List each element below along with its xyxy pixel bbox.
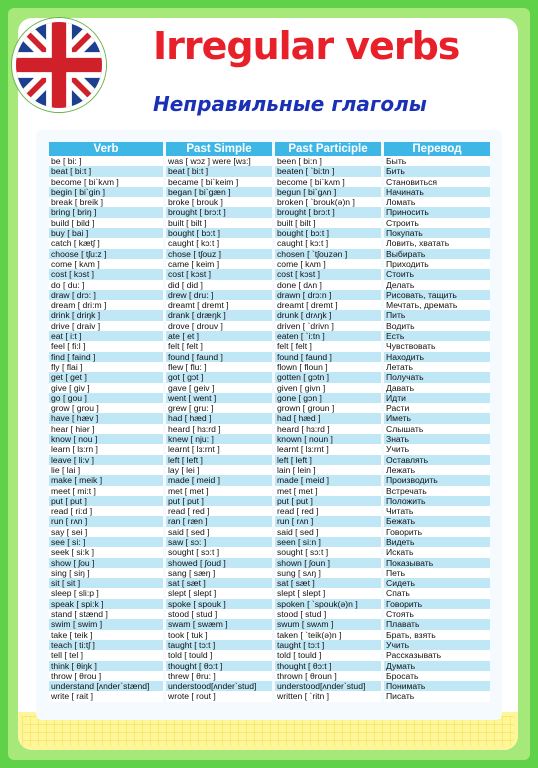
- cell-verb: throw [ θrou ]: [49, 671, 163, 681]
- cell-past-simple: made [ meid ]: [166, 475, 272, 485]
- cell-past-simple: put [ put ]: [166, 496, 272, 506]
- cell-verb: make [ meik ]: [49, 475, 163, 485]
- cell-translation: Начинать: [384, 187, 490, 197]
- cell-past-simple: went [ went ]: [166, 393, 272, 403]
- table-row: [49, 238, 490, 248]
- table-row: [49, 341, 490, 351]
- cell-past-participle: driven [ `drivn ]: [275, 321, 381, 331]
- cell-past-participle: built [ bilt ]: [275, 218, 381, 228]
- cell-translation: Стоять: [384, 609, 490, 619]
- cell-past-participle: been [ bi:n ]: [275, 156, 381, 166]
- cell-past-participle: broken [ `brouk(ə)n ]: [275, 197, 381, 207]
- cell-past-participle: given [ givn ]: [275, 383, 381, 393]
- cell-verb: say [ sei ]: [49, 527, 163, 537]
- table-row: [49, 362, 490, 372]
- cell-past-participle: caught [ kɔ:t ]: [275, 238, 381, 248]
- table-row: [49, 444, 490, 454]
- cell-past-simple: saw [ sɔ: ]: [166, 537, 272, 547]
- table-row: [49, 640, 490, 650]
- cell-verb: find [ faind ]: [49, 352, 163, 362]
- cell-translation: Есть: [384, 331, 490, 341]
- cell-translation: Бросать: [384, 671, 490, 681]
- cell-verb: give [ giv ]: [49, 383, 163, 393]
- cell-translation: Слышать: [384, 424, 490, 434]
- table-row: [49, 558, 490, 568]
- cell-past-simple: lay [ lei ]: [166, 465, 272, 475]
- table-row: [49, 177, 490, 187]
- cell-verb: begin [ bi`gin ]: [49, 187, 163, 197]
- table-row: [49, 486, 490, 496]
- cell-translation: Искать: [384, 547, 490, 557]
- cell-past-simple: drank [ dræŋk ]: [166, 310, 272, 320]
- cell-translation: Рассказывать: [384, 650, 490, 660]
- cell-past-participle: drunk [ drʌŋk ]: [275, 310, 381, 320]
- cell-past-simple: told [ tould ]: [166, 650, 272, 660]
- cell-translation: Выбирать: [384, 249, 490, 259]
- table-row: [49, 496, 490, 506]
- cell-past-simple: drove [ drouv ]: [166, 321, 272, 331]
- table-row: [49, 424, 490, 434]
- table-body: [49, 156, 490, 702]
- cell-past-simple: did [ did ]: [166, 280, 272, 290]
- cell-translation: Строить: [384, 218, 490, 228]
- cell-past-simple: slept [ slept ]: [166, 588, 272, 598]
- cell-verb: draw [ drɔ: ]: [49, 290, 163, 300]
- cell-past-simple: learnt [ lɜ:rnt ]: [166, 444, 272, 454]
- cell-past-participle: lain [ lein ]: [275, 465, 381, 475]
- table-row: [49, 527, 490, 537]
- table-row: [49, 280, 490, 290]
- cell-verb: hear [ hiər ]: [49, 424, 163, 434]
- table-row: [49, 537, 490, 547]
- cell-translation: Спать: [384, 588, 490, 598]
- cell-translation: Водить: [384, 321, 490, 331]
- cell-past-simple: drew [ dru: ]: [166, 290, 272, 300]
- cell-past-simple: had [ hæd ]: [166, 413, 272, 423]
- cell-past-simple: sang [ sæŋ ]: [166, 568, 272, 578]
- cell-verb: become [ bi`kʌm ]: [49, 177, 163, 187]
- table-row: [49, 568, 490, 578]
- cell-verb: choose [ tʃu:z ]: [49, 249, 163, 259]
- cell-past-participle: sought [ sɔ:t ]: [275, 547, 381, 557]
- table-row: [49, 506, 490, 516]
- cell-past-participle: flown [ floun ]: [275, 362, 381, 372]
- table-row: [49, 310, 490, 320]
- cell-verb: see [ si: ]: [49, 537, 163, 547]
- cell-past-simple: taught [ tɔ:t ]: [166, 640, 272, 650]
- cell-translation: Производить: [384, 475, 490, 485]
- table-row: [49, 228, 490, 238]
- cell-past-simple: sat [ sæt ]: [166, 578, 272, 588]
- cell-past-simple: swam [ swæm ]: [166, 619, 272, 629]
- cell-past-participle: put [ put ]: [275, 496, 381, 506]
- page-subtitle: Неправильные глаголы: [153, 92, 427, 116]
- cell-translation: Оставлять: [384, 455, 490, 465]
- cell-past-simple: ran [ ræn ]: [166, 516, 272, 526]
- table-row: [49, 516, 490, 526]
- cell-verb: be [ bi: ]: [49, 156, 163, 166]
- table-row: [49, 578, 490, 588]
- cell-verb: bring [ briŋ ]: [49, 207, 163, 217]
- cell-verb: cost [ kɔst ]: [49, 269, 163, 279]
- table-row: [49, 372, 490, 382]
- cell-verb: fly [ flai ]: [49, 362, 163, 372]
- table-row: [49, 259, 490, 269]
- table-row: [49, 650, 490, 660]
- table-row: [49, 403, 490, 413]
- cell-translation: Говорить: [384, 599, 490, 609]
- cell-past-participle: read [ red ]: [275, 506, 381, 516]
- cell-past-participle: said [ sed ]: [275, 527, 381, 537]
- cell-translation: Петь: [384, 568, 490, 578]
- cell-past-participle: gone [ gɔn ]: [275, 393, 381, 403]
- table-row: [49, 383, 490, 393]
- cell-past-simple: said [ sed ]: [166, 527, 272, 537]
- cell-past-participle: written [ `ritn ]: [275, 691, 381, 701]
- cell-translation: Быть: [384, 156, 490, 166]
- cell-translation: Учить: [384, 640, 490, 650]
- cell-translation: Брать, взять: [384, 630, 490, 640]
- cell-verb: teach [ ti:tʃ ]: [49, 640, 163, 650]
- cell-verb: speak [ spi:k ]: [49, 599, 163, 609]
- table-row: [49, 588, 490, 598]
- cell-past-participle: known [ noun ]: [275, 434, 381, 444]
- table-row: [49, 290, 490, 300]
- cell-past-simple: knew [ nju: ]: [166, 434, 272, 444]
- table-row: [49, 413, 490, 423]
- cell-verb: drink [ driŋk ]: [49, 310, 163, 320]
- cell-verb: seek [ si:k ]: [49, 547, 163, 557]
- cell-translation: Показывать: [384, 558, 490, 568]
- table-row: [49, 269, 490, 279]
- cell-translation: Делать: [384, 280, 490, 290]
- cell-translation: Думать: [384, 661, 490, 671]
- cell-translation: Понимать: [384, 681, 490, 691]
- table-row: [49, 661, 490, 671]
- cell-verb: sit [ sit ]: [49, 578, 163, 588]
- cell-translation: Читать: [384, 506, 490, 516]
- cell-translation: Видеть: [384, 537, 490, 547]
- cell-past-participle: beaten [ `bi:tn ]: [275, 166, 381, 176]
- cell-translation: Получать: [384, 372, 490, 382]
- cell-verb: sing [ siŋ ]: [49, 568, 163, 578]
- cell-verb: understand [ʌnder`stænd]: [49, 681, 163, 691]
- table-row: [49, 249, 490, 259]
- table-row: [49, 455, 490, 465]
- cell-past-participle: eaten [ `i:tn ]: [275, 331, 381, 341]
- cell-past-simple: became [ bi`keim ]: [166, 177, 272, 187]
- cell-past-participle: thought [ θɔ:t ]: [275, 661, 381, 671]
- table-row: [49, 166, 490, 176]
- cell-past-participle: sat [ sæt ]: [275, 578, 381, 588]
- cell-past-participle: understood[ʌnder`stud]: [275, 681, 381, 691]
- cell-verb: run [ rʌn ]: [49, 516, 163, 526]
- cell-past-simple: heard [ hɜ:rd ]: [166, 424, 272, 434]
- table-row: [49, 609, 490, 619]
- cell-verb: know [ nou ]: [49, 434, 163, 444]
- cell-past-simple: sought [ sɔ:t ]: [166, 547, 272, 557]
- cell-verb: tell [ tel ]: [49, 650, 163, 660]
- table-row: [49, 671, 490, 681]
- cell-past-simple: ate [ et ]: [166, 331, 272, 341]
- cell-past-participle: bought [ bɔ:t ]: [275, 228, 381, 238]
- cell-translation: Расти: [384, 403, 490, 413]
- cell-translation: Иметь: [384, 413, 490, 423]
- cell-translation: Ловить, хватать: [384, 238, 490, 248]
- table-row: [49, 547, 490, 557]
- table-row: [49, 393, 490, 403]
- cell-translation: Рисовать, тащить: [384, 290, 490, 300]
- cell-verb: buy [ bai ]: [49, 228, 163, 238]
- cell-past-participle: spoken [ `spouk(ə)n ]: [275, 599, 381, 609]
- cell-verb: stand [ stænd ]: [49, 609, 163, 619]
- table-row: [49, 599, 490, 609]
- cell-past-participle: swum [ swʌm ]: [275, 619, 381, 629]
- cell-past-simple: thought [ θɔ:t ]: [166, 661, 272, 671]
- column-header-verb: Verb: [49, 142, 163, 156]
- cell-verb: meet [ mi:t ]: [49, 486, 163, 496]
- cell-past-simple: left [ left ]: [166, 455, 272, 465]
- cell-verb: break [ breik ]: [49, 197, 163, 207]
- cell-verb: beat [ bi:t ]: [49, 166, 163, 176]
- cell-translation: Положить: [384, 496, 490, 506]
- cell-translation: Приходить: [384, 259, 490, 269]
- cell-past-participle: become [ bi`kʌm ]: [275, 177, 381, 187]
- table-row: [49, 187, 490, 197]
- cell-past-participle: told [ tould ]: [275, 650, 381, 660]
- table-row: [49, 465, 490, 475]
- cell-past-simple: gave [ geiv ]: [166, 383, 272, 393]
- cell-past-simple: cost [ kɔst ]: [166, 269, 272, 279]
- cell-translation: Писать: [384, 691, 490, 701]
- cell-past-simple: threw [ θru: ]: [166, 671, 272, 681]
- cell-past-simple: found [ faund ]: [166, 352, 272, 362]
- table-row: [49, 331, 490, 341]
- cell-translation: Чувствовать: [384, 341, 490, 351]
- cell-past-simple: dreamt [ dremt ]: [166, 300, 272, 310]
- cell-past-participle: slept [ slept ]: [275, 588, 381, 598]
- cell-past-participle: chosen [ `tʃouzən ]: [275, 249, 381, 259]
- cell-past-participle: seen [ si:n ]: [275, 537, 381, 547]
- cell-past-participle: stood [ stud ]: [275, 609, 381, 619]
- cell-past-participle: made [ meid ]: [275, 475, 381, 485]
- cell-past-simple: spoke [ spouk ]: [166, 599, 272, 609]
- cell-past-participle: thrown [ θroun ]: [275, 671, 381, 681]
- cell-past-participle: run [ rʌn ]: [275, 516, 381, 526]
- cell-verb: drive [ draiv ]: [49, 321, 163, 331]
- cell-verb: read [ ri:d ]: [49, 506, 163, 516]
- cell-past-simple: wrote [ rout ]: [166, 691, 272, 701]
- cell-verb: feel [ fi:l ]: [49, 341, 163, 351]
- cell-translation: Сидеть: [384, 578, 490, 588]
- table-row: [49, 218, 490, 228]
- cell-past-participle: dreamt [ dremt ]: [275, 300, 381, 310]
- cell-verb: build [ bild ]: [49, 218, 163, 228]
- table-row: [49, 630, 490, 640]
- cell-verb: sleep [ sli:p ]: [49, 588, 163, 598]
- cell-translation: Становиться: [384, 177, 490, 187]
- cell-verb: leave [ li:v ]: [49, 455, 163, 465]
- cell-verb: have [ hæv ]: [49, 413, 163, 423]
- column-header-past-simple: Past Simple: [166, 142, 272, 156]
- cell-verb: eat [ i:t ]: [49, 331, 163, 341]
- cell-past-simple: got [ gɔt ]: [166, 372, 272, 382]
- table-row: [49, 207, 490, 217]
- cell-past-simple: understood[ʌnder`stud]: [166, 681, 272, 691]
- cell-verb: lie [ lai ]: [49, 465, 163, 475]
- table-row: [49, 300, 490, 310]
- cell-past-participle: done [ dʌn ]: [275, 280, 381, 290]
- cell-translation: Покупать: [384, 228, 490, 238]
- cell-past-participle: come [ kʌm ]: [275, 259, 381, 269]
- cell-past-simple: was [ wɔz ] were [wɜ:]: [166, 156, 272, 166]
- cell-translation: Говорить: [384, 527, 490, 537]
- cell-past-simple: built [ bilt ]: [166, 218, 272, 228]
- cell-past-participle: gotten [ gɔtn ]: [275, 372, 381, 382]
- cell-verb: think [ θiŋk ]: [49, 661, 163, 671]
- cell-translation: Лежать: [384, 465, 490, 475]
- cell-verb: put [ put ]: [49, 496, 163, 506]
- cell-past-simple: felt [ felt ]: [166, 341, 272, 351]
- cell-past-participle: taken [ `teik(ə)n ]: [275, 630, 381, 640]
- uk-flag-icon: [12, 18, 106, 112]
- cell-verb: grow [ grou ]: [49, 403, 163, 413]
- cell-translation: Учить: [384, 444, 490, 454]
- cell-verb: dream [ dri:m ]: [49, 300, 163, 310]
- page-title: Irregular verbs: [153, 24, 460, 68]
- cell-verb: do [ du: ]: [49, 280, 163, 290]
- cell-past-simple: caught [ kɔ:t ]: [166, 238, 272, 248]
- cell-verb: learn [ lɜ:rn ]: [49, 444, 163, 454]
- cell-past-participle: taught [ tɔ:t ]: [275, 640, 381, 650]
- verbs-table: [46, 142, 493, 702]
- cell-translation: Летать: [384, 362, 490, 372]
- table-row: [49, 681, 490, 691]
- cell-past-participle: met [ met ]: [275, 486, 381, 496]
- cell-translation: Приносить: [384, 207, 490, 217]
- cell-past-simple: brought [ brɔ:t ]: [166, 207, 272, 217]
- cell-past-simple: showed [ ʃoud ]: [166, 558, 272, 568]
- table-row: [49, 197, 490, 207]
- table-row: [49, 321, 490, 331]
- cell-translation: Стоить: [384, 269, 490, 279]
- cell-past-participle: heard [ hɜ:rd ]: [275, 424, 381, 434]
- cell-past-simple: came [ keim ]: [166, 259, 272, 269]
- cell-past-participle: had [ hæd ]: [275, 413, 381, 423]
- cell-past-simple: read [ red ]: [166, 506, 272, 516]
- cell-past-simple: bought [ bɔ:t ]: [166, 228, 272, 238]
- table-row: [49, 475, 490, 485]
- cell-past-participle: cost [ kɔst ]: [275, 269, 381, 279]
- footer-grid: [22, 716, 514, 746]
- table-header-row: [49, 142, 490, 156]
- cell-translation: Знать: [384, 434, 490, 444]
- cell-verb: come [ kʌm ]: [49, 259, 163, 269]
- column-header-translation: Перевод: [384, 142, 490, 156]
- cell-past-simple: grew [ gru: ]: [166, 403, 272, 413]
- cell-translation: Бежать: [384, 516, 490, 526]
- cell-translation: Пить: [384, 310, 490, 320]
- cell-past-participle: shown [ ʃoun ]: [275, 558, 381, 568]
- cell-translation: Давать: [384, 383, 490, 393]
- cell-past-simple: flew [ flu: ]: [166, 362, 272, 372]
- cell-past-simple: chose [ tʃouz ]: [166, 249, 272, 259]
- cell-past-simple: stood [ stud ]: [166, 609, 272, 619]
- table-row: [49, 352, 490, 362]
- cell-past-participle: begun [ bi`gʌn ]: [275, 187, 381, 197]
- cell-past-participle: felt [ felt ]: [275, 341, 381, 351]
- cell-past-participle: sung [ sʌŋ ]: [275, 568, 381, 578]
- cell-past-participle: grown [ groun ]: [275, 403, 381, 413]
- table-row: [49, 691, 490, 701]
- table-row: [49, 434, 490, 444]
- cell-translation: Встречать: [384, 486, 490, 496]
- cell-translation: Ломать: [384, 197, 490, 207]
- cell-verb: catch [ kætʃ ]: [49, 238, 163, 248]
- cell-past-participle: left [ left ]: [275, 455, 381, 465]
- cell-translation: Бить: [384, 166, 490, 176]
- cell-past-participle: drawn [ drɔ:n ]: [275, 290, 381, 300]
- cell-verb: show [ ʃou ]: [49, 558, 163, 568]
- cell-translation: Находить: [384, 352, 490, 362]
- cell-past-participle: learnt [ lɜ:rnt ]: [275, 444, 381, 454]
- table-row: [49, 156, 490, 166]
- cell-past-simple: took [ tuk ]: [166, 630, 272, 640]
- cell-past-simple: began [ bi`gæn ]: [166, 187, 272, 197]
- cell-verb: write [ rait ]: [49, 691, 163, 701]
- cell-translation: Идти: [384, 393, 490, 403]
- cell-verb: go [ gou ]: [49, 393, 163, 403]
- cell-translation: Мечтать, дремать: [384, 300, 490, 310]
- cell-past-participle: brought [ brɔ:t ]: [275, 207, 381, 217]
- column-header-past-participle: Past Participle: [275, 142, 381, 156]
- cell-verb: take [ teik ]: [49, 630, 163, 640]
- cell-translation: Плавать: [384, 619, 490, 629]
- cell-past-participle: found [ faund ]: [275, 352, 381, 362]
- cell-verb: get [ get ]: [49, 372, 163, 382]
- cell-past-simple: beat [ bi:t ]: [166, 166, 272, 176]
- cell-past-simple: met [ met ]: [166, 486, 272, 496]
- table-row: [49, 619, 490, 629]
- cell-past-simple: broke [ brouk ]: [166, 197, 272, 207]
- cell-verb: swim [ swim ]: [49, 619, 163, 629]
